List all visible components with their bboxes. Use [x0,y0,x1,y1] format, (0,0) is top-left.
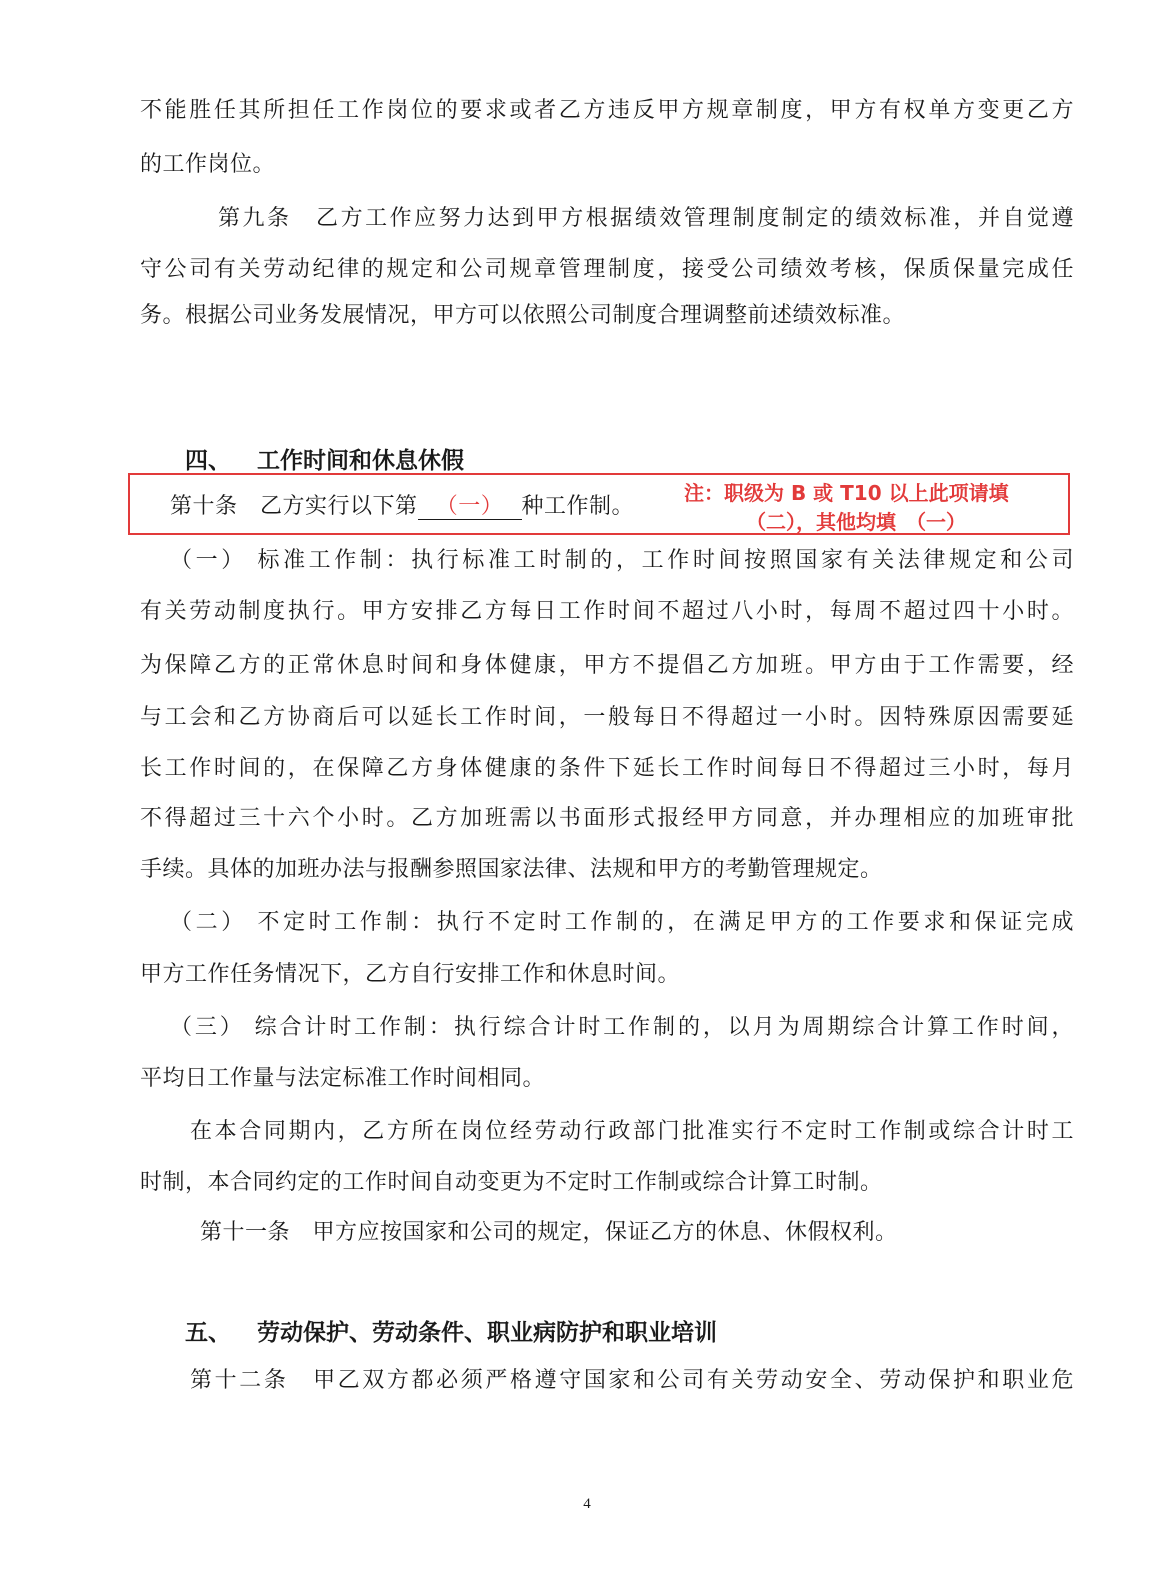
article-10-prefix: 第十条 乙方实行以下第 [170,494,418,519]
article-9-line: 务。根据公司业务发展情况，甲方可以依照公司制度合理调整前述绩效标准。 [140,303,906,328]
standard-work-line: （一） 标准工作制：执行标准工时制的，工作时间按照国家有关法律规定和公司 [170,548,1074,573]
section-5-heading [185,1318,717,1348]
article-10-suffix: 种工作制。 [521,494,635,519]
note-line: 注：职级为 B 或 T10 以上此项请填 [684,481,1009,505]
article-9-line: 守公司有关劳动纪律的规定和公司规章管理制度，接受公司绩效考核，保质保量完成任 [140,257,1074,282]
section-title: 工作时间和休息休假 [257,448,464,474]
article-11: 第十一条 甲方应按国家和公司的规定，保证乙方的休息、休假权利。 [200,1220,898,1245]
note-line: （二），其他均填 （一） [746,510,966,534]
standard-work-line: 不得超过三十六个小时。乙方加班需以书面形式报经甲方同意，并办理相应的加班审批 [140,806,1074,831]
flexible-work-line: 甲方工作任务情况下，乙方自行安排工作和休息时间。 [140,962,681,987]
standard-work-line: 为保障乙方的正常休息时间和身体健康，甲方不提倡乙方加班。甲方由于工作需要，经 [140,653,1074,678]
article-12: 第十二条 甲乙双方都必须严格遵守国家和公司有关劳动安全、劳动保护和职业危 [190,1368,1074,1393]
paragraph-line: 不能胜任其所担任工作岗位的要求或者乙方违反甲方规章制度，甲方有权单方变更乙方 [140,98,1074,123]
standard-work-line: 手续。具体的加班办法与报酬参照国家法律、法规和甲方的考勤管理规定。 [140,857,883,882]
contract-term-line: 时制，本合同约定的工作时间自动变更为不定时工作制或综合计算工时制。 [140,1170,883,1195]
page-number: 4 [583,1496,591,1512]
standard-work-line: 与工会和乙方协商后可以延长工作时间，一般每日不得超过一小时。因特殊原因需要延 [140,705,1074,730]
section-number: 五、 [185,1320,231,1346]
contract-term-line: 在本合同期内，乙方所在岗位经劳动行政部门批准实行不定时工作制或综合计时工 [190,1119,1074,1144]
comprehensive-work-line: 平均日工作量与法定标准工作时间相同。 [140,1066,546,1091]
paragraph-line: 的工作岗位。 [140,152,276,177]
work-system-blank[interactable]: （一） [418,495,522,520]
standard-work-line: 长工作时间的，在保障乙方身体健康的条件下延长工作时间每日不得超过三小时，每月 [140,756,1074,781]
flexible-work-line: （二） 不定时工作制：执行不定时工作制的，在满足甲方的工作要求和保证完成 [170,910,1074,935]
section-4-heading [185,446,464,476]
red-note [684,479,1060,537]
section-title: 劳动保护、劳动条件、职业病防护和职业培训 [257,1320,717,1346]
comprehensive-work-line: （三） 综合计时工作制：执行综合计时工作制的，以月为周期综合计算工作时间， [170,1015,1074,1040]
article-10 [170,492,634,522]
article-9-line: 第九条 乙方工作应努力达到甲方根据绩效管理制度制定的绩效标准，并自觉遵 [218,206,1074,231]
standard-work-line: 有关劳动制度执行。甲方安排乙方每日工作时间不超过八小时，每周不超过四十小时。 [140,599,1074,624]
section-number: 四、 [185,448,231,474]
